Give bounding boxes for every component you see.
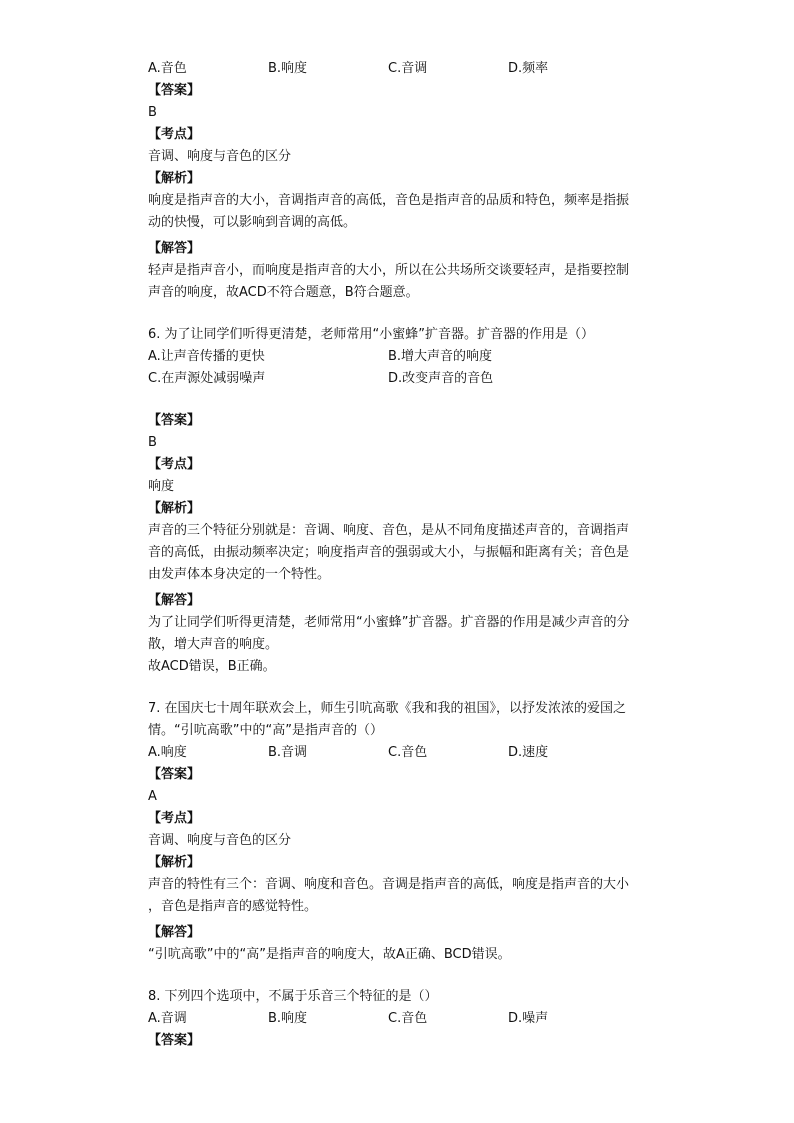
q5-option-b: B.响度 xyxy=(268,61,308,76)
q6-options-row-1 xyxy=(148,346,708,368)
q6-option-c: C.在声源处减弱噪声 xyxy=(148,371,266,386)
document-page xyxy=(148,58,708,1052)
q7-option-c: C.音色 xyxy=(388,745,428,760)
q8-stem: 8. 下列四个选项中，不属于乐音三个特征的是（） xyxy=(148,989,438,1004)
q7-options xyxy=(148,742,708,764)
q5-jiexi-line-2: 动的快慢，可以影响到音调的高低。 xyxy=(148,215,357,230)
q7-option-d: D.速度 xyxy=(508,745,549,760)
q7-kaodian: 音调、响度与音色的区分 xyxy=(148,833,292,848)
q7-jiexi-line-1: 声音的特性有三个：音调、响度和音色。音调是指声音的高低，响度是指声音的大小 xyxy=(148,877,630,892)
q7-jieda-label: 【解答】 xyxy=(148,925,201,940)
q7-option-b: B.音调 xyxy=(268,745,308,760)
q8-option-a: A.音调 xyxy=(148,1011,187,1026)
q6-option-a: A.让声音传播的更快 xyxy=(148,349,265,364)
q6-jiexi-line-1: 声音的三个特征分别就是：音调、响度、音色，是从不同角度描述声音的，音调指声 xyxy=(148,523,630,538)
q5-option-a: A.音色 xyxy=(148,61,187,76)
q6-jieda-line-2: 散，增大声音的响度。 xyxy=(148,637,279,652)
q6-jieda-label: 【解答】 xyxy=(148,593,201,608)
q5-jieda-line-1: 轻声是指声音小，而响度是指声音的大小，所以在公共场所交谈要轻声，是指要控制 xyxy=(148,263,630,278)
q6-jieda-line-1: 为了让同学们听得更清楚，老师常用“小蜜蜂”扩音器。扩音器的作用是减少声音的分 xyxy=(148,615,630,630)
q5-jieda-label: 【解答】 xyxy=(148,241,201,256)
q7-jieda-line-1: “引吭高歌”中的“高”是指声音的响度大，故A正确、BCD错误。 xyxy=(148,947,511,962)
q7-kaodian-label: 【考点】 xyxy=(148,811,201,826)
q5-options xyxy=(148,58,708,80)
q5-jieda-line-2: 声音的响度，故ACD不符合题意，B符合题意。 xyxy=(148,285,419,300)
q6-answer: B xyxy=(148,435,157,450)
q7-jiexi-label: 【解析】 xyxy=(148,855,201,870)
q6-jieda-line-3: 故ACD错误，B正确。 xyxy=(148,659,276,674)
q6-answer-label: 【答案】 xyxy=(148,413,201,428)
q6-jiexi-label: 【解析】 xyxy=(148,501,201,516)
q5-kaodian: 音调、响度与音色的区分 xyxy=(148,149,292,164)
q8-option-b: B.响度 xyxy=(268,1011,308,1026)
q8-options xyxy=(148,1008,708,1030)
q6-options-row-2 xyxy=(148,368,708,390)
q5-answer-label: 【答案】 xyxy=(148,83,201,98)
q8-option-c: C.音色 xyxy=(388,1011,428,1026)
q8-option-d: D.噪声 xyxy=(508,1011,549,1026)
q7-answer: A xyxy=(148,789,157,804)
q7-option-a: A.响度 xyxy=(148,745,187,760)
q7-jiexi-line-2: ，音色是指声音的感觉特性。 xyxy=(148,899,318,914)
q7-answer-label: 【答案】 xyxy=(148,767,201,782)
q6-jiexi-line-2: 音的高低，由振动频率决定；响度指声音的强弱或大小，与振幅和距离有关；音色是 xyxy=(148,545,630,560)
q5-option-c: C.音调 xyxy=(388,61,428,76)
q6-option-b: B.增大声音的响度 xyxy=(388,349,493,364)
q5-option-d: D.频率 xyxy=(508,61,549,76)
q6-jiexi-line-3: 由发声体本身决定的一个特性。 xyxy=(148,567,331,582)
q6-kaodian: 响度 xyxy=(148,479,175,494)
q7-stem-line-2: 情。“引吭高歌”中的“高”是指声音的（） xyxy=(148,723,383,738)
q6-stem: 6. 为了让同学们听得更清楚，老师常用“小蜜蜂”扩音器。扩音器的作用是（） xyxy=(148,327,595,342)
q5-jiexi-label: 【解析】 xyxy=(148,171,201,186)
q8-answer-label: 【答案】 xyxy=(148,1033,201,1048)
q5-kaodian-label: 【考点】 xyxy=(148,127,201,142)
q5-answer: B xyxy=(148,105,157,120)
q6-option-d: D.改变声音的音色 xyxy=(388,371,494,386)
q5-jiexi-line-1: 响度是指声音的大小，音调指声音的高低，音色是指声音的品质和特色，频率是指振 xyxy=(148,193,630,208)
q6-kaodian-label: 【考点】 xyxy=(148,457,201,472)
q7-stem-line-1: 7. 在国庆七十周年联欢会上，师生引吭高歌《我和我的祖国》，以抒发浓浓的爱国之 xyxy=(148,701,627,716)
